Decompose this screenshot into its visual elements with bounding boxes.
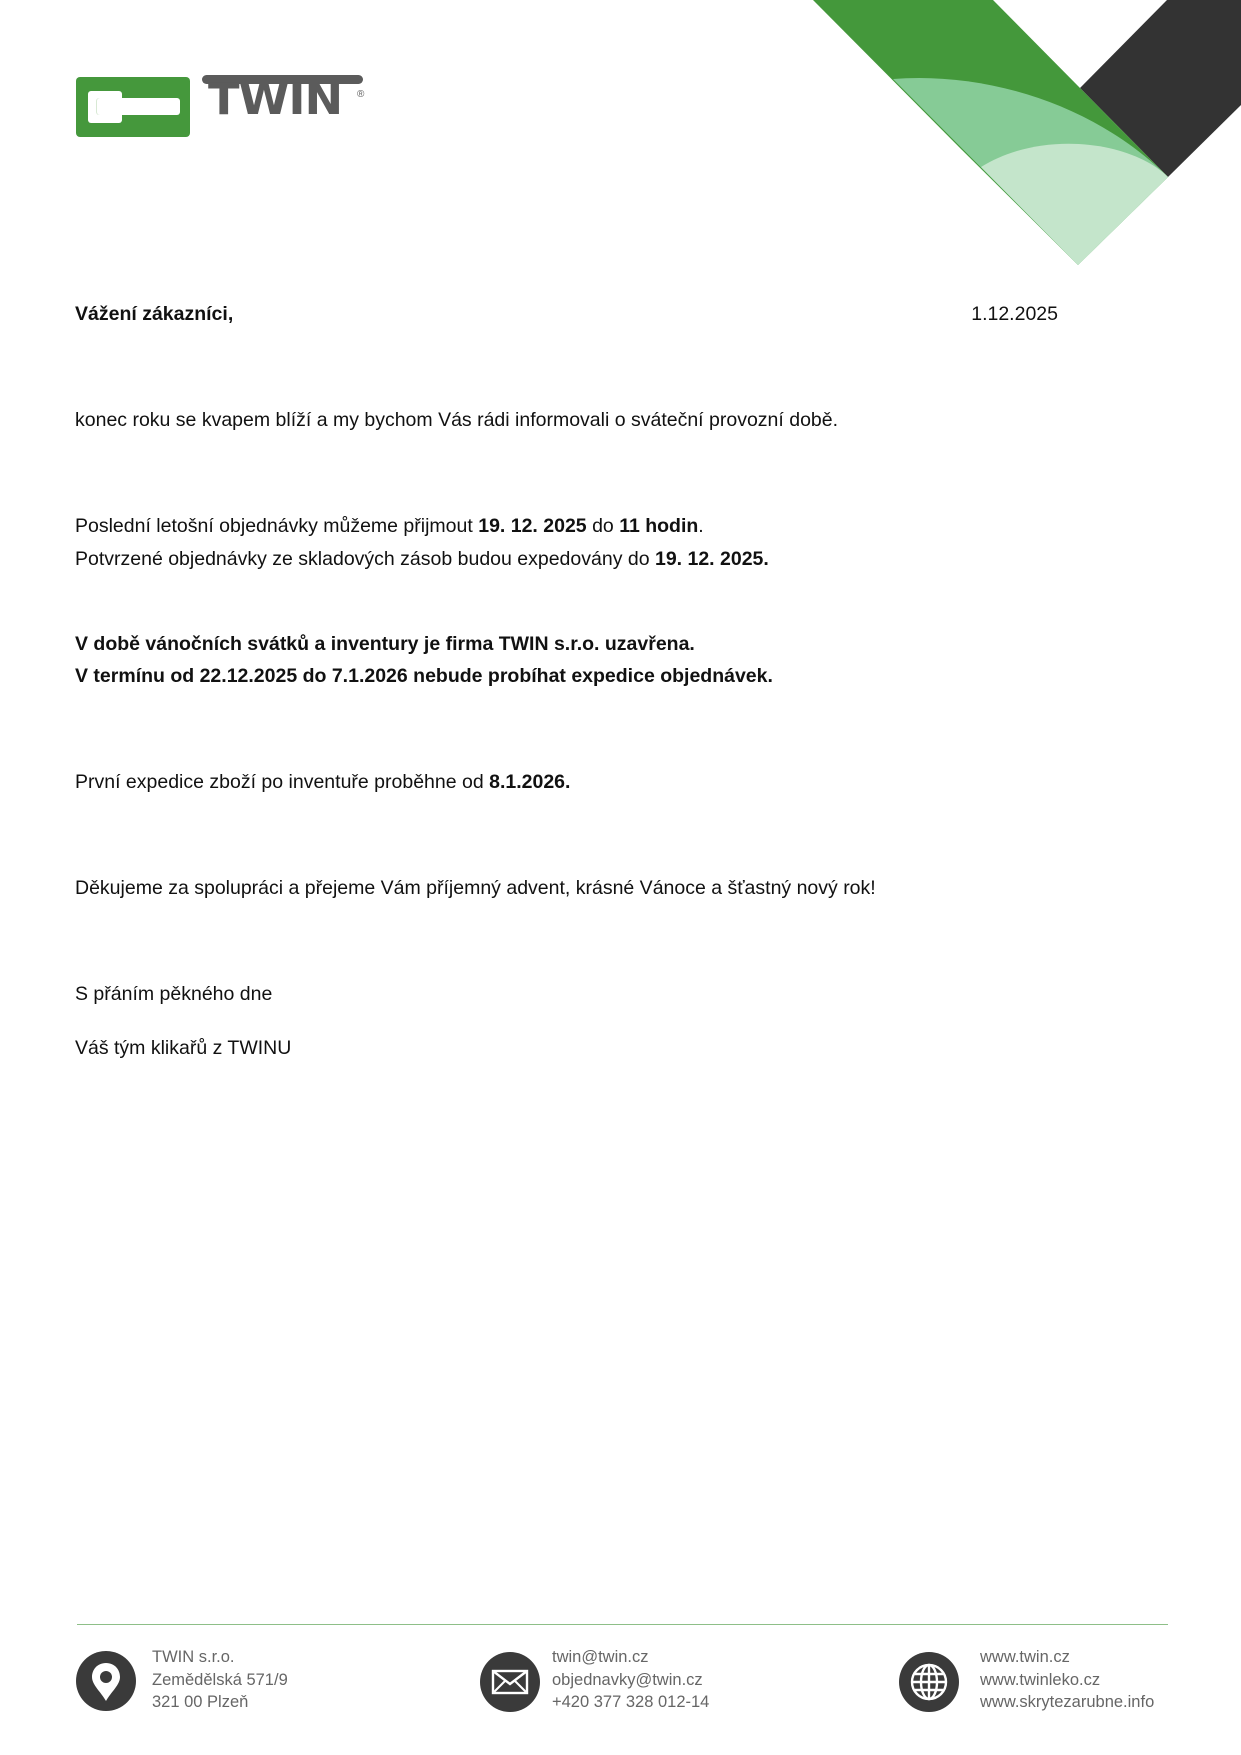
dispatch-deadline-line: Potvrzené objednávky ze skladových zásob budou expedovány do 19. 12. 2025.	[75, 548, 769, 570]
website-twin-link[interactable]: www.twin.cz	[980, 1648, 1070, 1666]
footer-divider	[77, 1624, 1168, 1625]
city-postcode: 321 00 Plzeň	[152, 1693, 249, 1711]
salutation: Vážení zákazníci,	[75, 303, 234, 325]
footer-address	[152, 1646, 288, 1714]
company-name: TWIN s.r.o.	[152, 1648, 235, 1666]
email-orders-link[interactable]: objednavky@twin.cz	[552, 1670, 703, 1689]
dispatch-deadline-date: 19. 12. 2025.	[654, 548, 769, 570]
footer-websites	[980, 1646, 1154, 1714]
street-address: Zemědělská 571/9	[152, 1670, 288, 1689]
twin-logo-mark	[76, 77, 190, 137]
globe-icon	[899, 1652, 959, 1712]
first-dispatch-date: 8.1.2026.	[489, 771, 571, 793]
thanks-paragraph: Děkujeme za spolupráci a přejeme Vám příjemný advent, krásné Vánoce a šťastný nový rok!	[75, 877, 876, 899]
location-pin-icon	[76, 1651, 136, 1711]
website-twinleko-link[interactable]: www.twinleko.cz	[980, 1670, 1101, 1689]
last-order-date: 19. 12. 2025	[478, 515, 587, 537]
light-green-band	[981, 144, 1168, 265]
footer-contact	[552, 1646, 709, 1714]
closure-period: V termínu od 22.12.2025 do 7.1.2026 nebude probíhat expedice objednávek.	[75, 665, 773, 687]
signature-line: Váš tým klikařů z TWINU	[75, 1037, 292, 1059]
logo-handle-lever	[97, 98, 180, 115]
corner-decoration	[0, 0, 1241, 280]
last-order-time: 11 hodin	[619, 515, 699, 537]
first-dispatch-line: První expedice zboží po inventuře proběhne od 8.1.2026.	[75, 771, 571, 793]
envelope-icon	[480, 1652, 540, 1712]
registered-mark: ®	[357, 89, 365, 100]
last-orders-line: Poslední letošní objednávky můžeme přijmout 19. 12. 2025 do 11 hodin.	[75, 515, 704, 537]
letter-date: 1.12.2025	[971, 303, 1058, 325]
phone-number[interactable]: +420 377 328 012-14	[552, 1693, 710, 1711]
logo-wordmark-text: TWIN	[208, 74, 343, 125]
intro-paragraph: konec roku se kvapem blíží a my bychom Vás rádi informovali o sváteční provozní době.	[75, 409, 839, 431]
closing-line: S přáním pěkného dne	[75, 983, 273, 1005]
closure-notice: V době vánočních svátků a inventury je firma TWIN s.r.o. uzavřena.	[75, 633, 695, 655]
website-skrytezarubne-link[interactable]: www.skrytezarubne.info	[980, 1693, 1155, 1711]
twin-logo-wordmark	[202, 75, 372, 125]
email-general-link[interactable]: twin@twin.cz	[552, 1648, 649, 1666]
